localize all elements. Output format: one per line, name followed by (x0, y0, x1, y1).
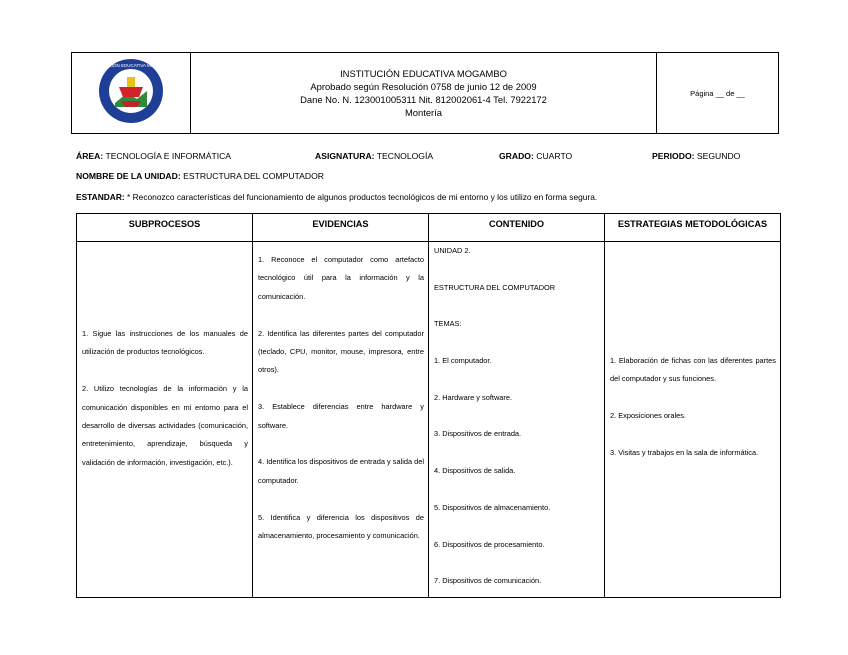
evidencias-cell (253, 242, 429, 598)
contenido-item: TEMAS: (434, 319, 462, 329)
standard-value: * Reconozco características del funcionamiento de algunos productos tecnológicos de mi entorno y los utilizo en forma segura. (127, 192, 598, 202)
subject-label: ASIGNATURA: (315, 151, 375, 161)
logo-cell (72, 53, 191, 134)
contenido-cell (429, 242, 605, 598)
evidencia-item: 2. Identifica las diferentes partes del computador (teclado, CPU, monitor, mouse, impresora, entre otros). (258, 328, 424, 375)
contenido-item: ESTRUCTURA DEL COMPUTADOR (434, 282, 556, 292)
area-value: TECNOLOGÍA E INFORMÁTICA (105, 151, 232, 161)
dane-info: Dane No. N. 123001005311 Nit. 812002061-4 Tel. 7922172 (300, 94, 547, 105)
period-value: SEGUNDO (696, 151, 741, 161)
subproceso-item: 1. Sigue las instrucciones de los manuales de utilización de productos tecnológicos. (82, 329, 248, 357)
grade-value: CUARTO (536, 151, 573, 161)
logo-lettering: INSTITUCIÓN EDUCATIVA MOGAMBO (90, 62, 172, 68)
header-subprocesos: SUBPROCESOS (77, 214, 253, 242)
institution-name: INSTITUCIÓN EDUCATIVA MOGAMBO (340, 67, 507, 79)
grade-label: GRADO: (499, 151, 534, 161)
contenido-item: 4. Dispositivos de salida. (434, 466, 516, 476)
page-number-label: Página __ de __ (690, 88, 745, 98)
evidencia-item: 4. Identifica los dispositivos de entrada y salida del computador. (258, 457, 424, 485)
estrategia-item: 1. Elaboración de fichas con las diferentes partes del computador y sus funciones. (610, 356, 776, 384)
header-evidencias: EVIDENCIAS (253, 214, 429, 242)
evidencia-item: 3. Establece diferencias entre hardware y software. (258, 402, 424, 430)
contenido-item: UNIDAD 2. (434, 246, 471, 255)
subject-field (315, 151, 433, 161)
contenido-item: 7. Dispositivos de comunicación. (434, 576, 542, 586)
document-header (71, 52, 779, 134)
area-label: ÁREA: (76, 151, 104, 161)
subprocesos-cell (77, 242, 253, 598)
contenido-item: 6. Dispositivos de procesamiento. (434, 539, 545, 549)
contenido-item: 2. Hardware y software. (434, 392, 513, 402)
unit-value: ESTRUCTURA DEL COMPUTADOR (183, 171, 324, 181)
page-number-cell (657, 53, 779, 134)
period-field (652, 151, 740, 161)
grade-field (499, 151, 572, 161)
city-name: Montería (405, 107, 442, 119)
table-header-row (77, 214, 781, 242)
standard-field (76, 192, 597, 202)
subproceso-item: 2. Utilizo tecnologías de la información y la comunicación disponibles en mi entorno para el desarrollo de diversas actividades (comunicación, entretenimiento, aprendizaje, búsqueda y validación de información, investigación, etc.). (82, 384, 248, 467)
contenido-item: 3. Dispositivos de entrada. (434, 429, 522, 439)
contenido-item: 5. Dispositivos de almacenamiento. (434, 502, 551, 512)
subject-value: TECNOLOGÍA (376, 151, 434, 161)
institution-info (191, 53, 657, 134)
school-logo (90, 57, 172, 125)
contenido-item: 1. El computador. (434, 356, 492, 366)
approval-resolution: Aprobado según Resolución 0758 de junio 12 de 2009 (310, 80, 537, 92)
header-contenido: CONTENIDO (429, 214, 605, 242)
standard-label: ESTANDAR: (76, 192, 125, 202)
period-label: PERIODO: (652, 151, 695, 161)
estrategia-item: 2. Exposiciones orales. (610, 411, 686, 421)
table-row (77, 242, 781, 598)
header-estrategias: ESTRATEGIAS METODOLÓGICAS (605, 214, 781, 242)
estrategias-cell (605, 242, 781, 598)
area-field (76, 151, 231, 161)
estrategia-item: 3. Visitas y trabajos en la sala de informática. (610, 448, 759, 457)
unit-label: NOMBRE DE LA UNIDAD: (76, 171, 181, 181)
unit-table (76, 213, 781, 598)
evidencia-item: 5. Identifica y diferencia los dispositivos de almacenamiento, procesamiento y comunicación. (258, 512, 424, 541)
evidencia-item: 1. Reconoce el computador como artefacto tecnológico útil para la información y la comunicación. (258, 255, 424, 301)
unit-field (76, 171, 324, 181)
